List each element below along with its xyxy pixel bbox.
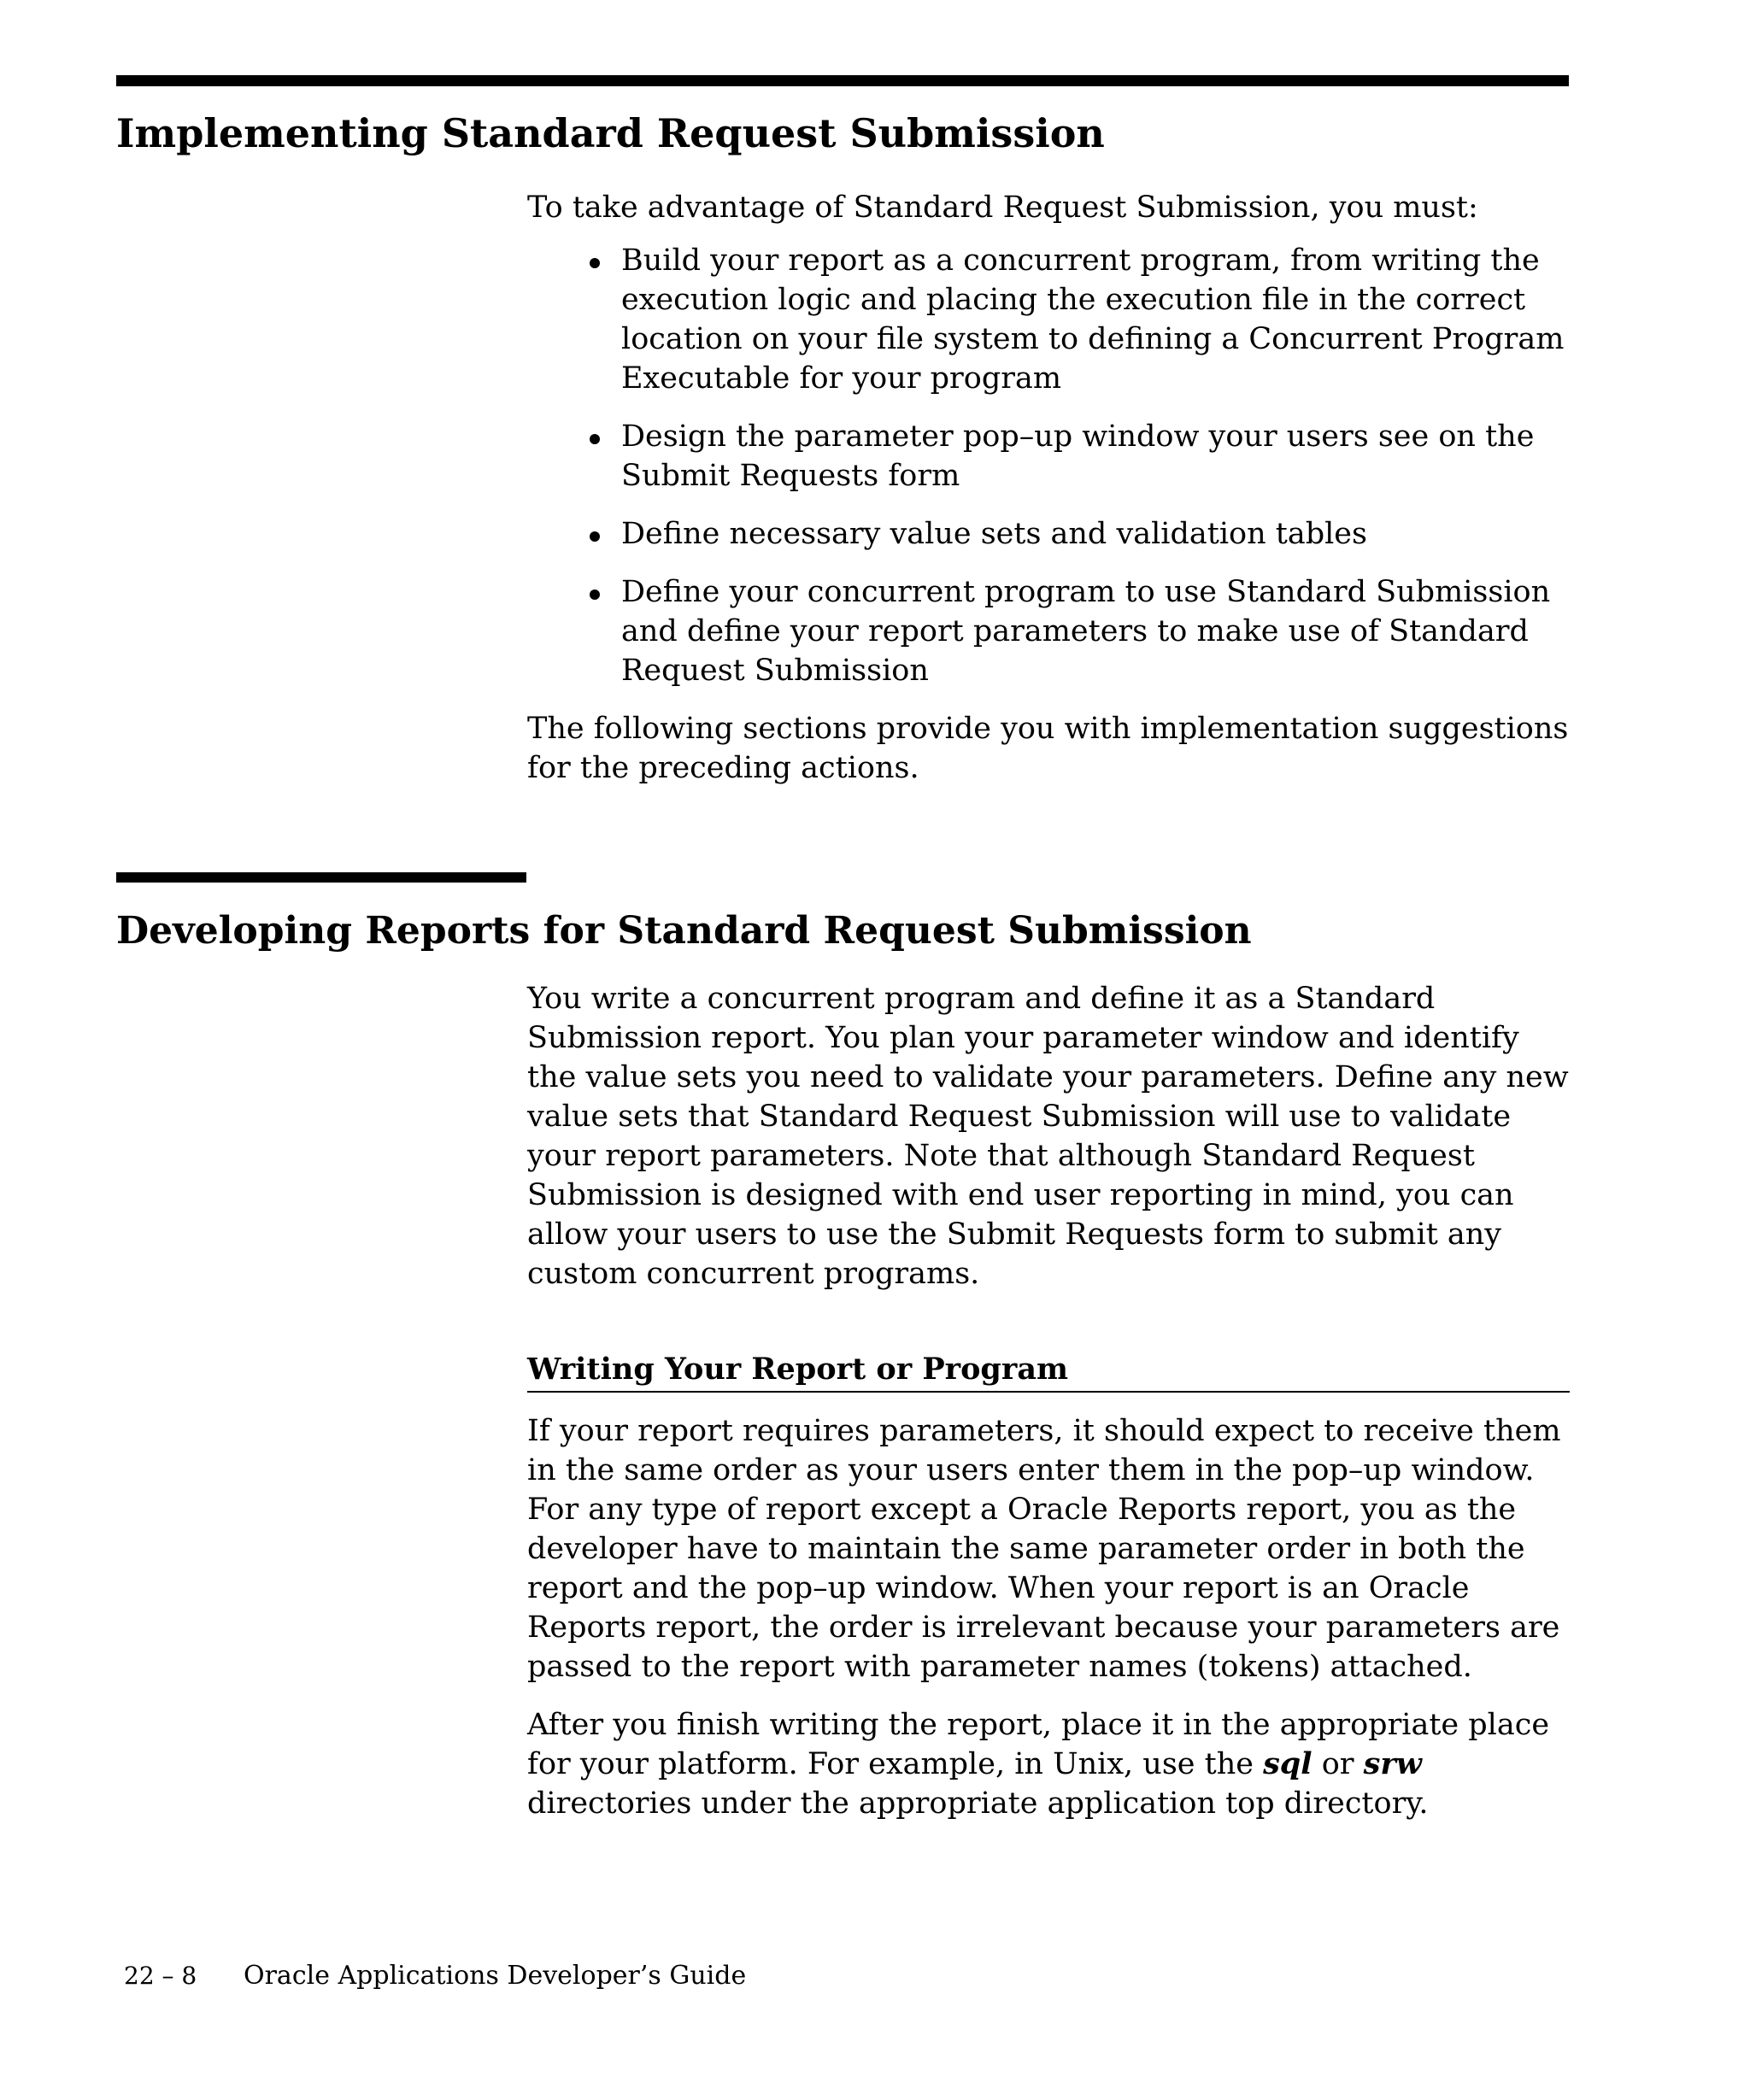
list-item-text: Define your concurrent program to use Standard Submission and define your report parameters to make use of Standard Request Submission (621, 575, 1551, 688)
list-item-text: Design the parameter pop–up window your users see on the Submit Requests form (621, 419, 1535, 493)
list-item (527, 241, 1570, 398)
list-item (527, 417, 1570, 496)
section1-closing: The following sections provide you with implementation suggestions for the preceding actions. (527, 712, 1569, 785)
bullet-icon (590, 590, 600, 600)
bullet-icon (590, 258, 600, 268)
section-rule-top (116, 75, 1569, 86)
book-title: Oracle Applications Developer’s Guide (244, 1961, 747, 1991)
section1-intro: To take advantage of Standard Request Submission, you must: (527, 191, 1478, 225)
section1-body (527, 188, 1570, 788)
list-item-text: Define necessary value sets and validation tables (621, 517, 1367, 551)
requirements-list (527, 241, 1570, 690)
list-item (527, 572, 1570, 690)
bullet-icon (590, 531, 600, 542)
term-sql: sql (1263, 1746, 1312, 1781)
section2-para1: If your report requires parameters, it should expect to receive them in the same order as your users enter them in the pop–up window. For any type of report except a Oracle Reports report, you as the developer have to maintain the same parameter order in both the report and the pop–up window. When your report is an Oracle Reports report, the order is irrelevant because your parameters are passed to the report with parameter names (tokens) attached. (527, 1414, 1561, 1684)
page-footer (124, 1959, 746, 1993)
section2-para2: After you finish writing the report, place it in the appropriate place for your platform. For example, in Unix, use the sql or srw directories under the appropriate application top directory. (527, 1708, 1550, 1821)
bullet-icon (590, 434, 600, 444)
list-item (527, 514, 1570, 554)
section2-intro: You write a concurrent program and define it as a Standard Submission report. You plan your parameter window and identify the value sets you need to validate your parameters. Define any new value sets that Standard Request Submission will use to validate your report parameters. Note that although Standard Request Submission is designed with end user reporting in mind, you can allow your users to use the Submit Requests form to submit any custom concurrent programs. (527, 982, 1569, 1291)
list-item-text: Build your report as a concurrent program, from writing the execution logic and placing the execution file in the correct location on your file system to defining a Concurrent Program Executable for your program (621, 243, 1565, 396)
section-heading-implementing: Implementing Standard Request Submission (116, 110, 1105, 156)
subheading-writing-report: Writing Your Report or Program (527, 1350, 1570, 1393)
term-srw: srw (1363, 1746, 1422, 1781)
section2-body (527, 979, 1570, 1823)
page-number: 22 – 8 (124, 1962, 197, 1990)
section-rule-short (116, 872, 526, 883)
section-heading-developing: Developing Reports for Standard Request Submission (116, 909, 1252, 953)
